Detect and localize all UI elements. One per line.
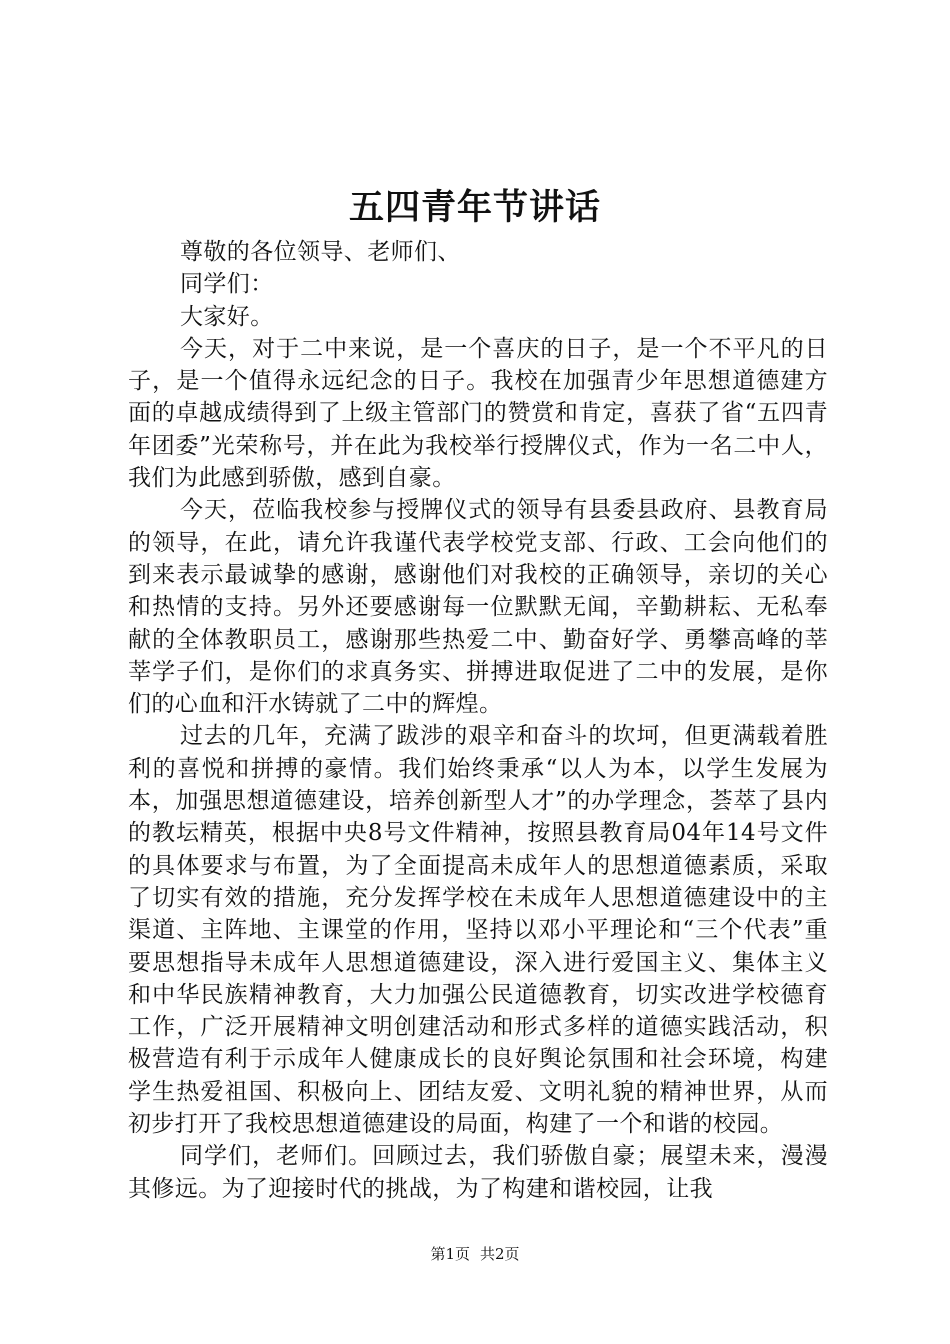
page-number: 第1页 (430, 1245, 470, 1263)
salutation-line-1: 尊敬的各位领导、老师们、 (180, 239, 461, 265)
paragraph-2: 今天，莅临我校参与授牌仪式的领导有县委县政府、县教育局的领导，在此，请允许我谨代表学校党支部、行政、工会向他们的到来表示最诚挚的感谢，感谢他们对我校的正确领导，亲切的关心和热情的支持。另外还要感谢每一位默默无闻，辛勤耕耘、无私奉献的全体教职员工，感谢那些热爱二中、勤奋好学、勇攀高峰的莘莘学子们，是你们的求真务实、拼搏进取促进了二中的发展，是你们的心血和汗水铸就了二中的辉煌。 (128, 497, 828, 718)
paragraph-1: 今天，对于二中来说，是一个喜庆的日子，是一个不平凡的日子，是一个值得永远纪念的日子。我校在加强青少年思想道德建方面的卓越成绩得到了上级主管部门的赞赏和肯定，喜获了省“五四青年团委”光荣称号，并在此为我校举行授牌仪式，作为一名二中人，我们为此感到骄傲，感到自豪。 (128, 335, 828, 492)
document-title: 五四青年节讲话 (348, 187, 601, 228)
page-footer (0, 1242, 950, 1266)
salutation-line-2: 同学们： (180, 271, 274, 298)
document-body (128, 236, 828, 1205)
paragraph-3: 过去的几年，充满了跋涉的艰辛和奋斗的坎坷，但更满载着胜利的喜悦和拼搏的豪情。我们始终秉承“以人为本，以学生发展为本，加强思想道德建设，培养创新型人才”的办学理念，荟萃了县内的教坛精英，根据中央8号文件精神，按照县教育局04年14号文件的具体要求与布置，为了全面提高未成年人的思想道德素质，采取了切实有效的措施，充分发挥学校在未成年人思想道德建设中的主渠道、主阵地、主课堂的作用，坚持以邓小平理论和“三个代表”重要思想指导未成年人思想道德建设，深入进行爱国主义、集体主义和中华民族精神教育，大力加强公民道德教育，切实改进学校德育工作，广泛开展精神文明创建活动和形式多样的道德实践活动，积极营造有利于示成年人健康成长的良好舆论氛围和社会环境，构建学生热爱祖国、积极向上、团结友爱、文明礼貌的精神世界，从而初步打开了我校思想道德建设的局面，构建了一个和谐的校园。 (128, 723, 828, 1138)
greeting-line: 大家好。 (180, 303, 274, 330)
page-total: 共2页 (480, 1245, 520, 1263)
paragraph-4: 同学们，老师们。回顾过去，我们骄傲自豪；展望未来，漫漫其修远。为了迎接时代的挑战，为了构建和谐校园，让我 (128, 1143, 828, 1202)
